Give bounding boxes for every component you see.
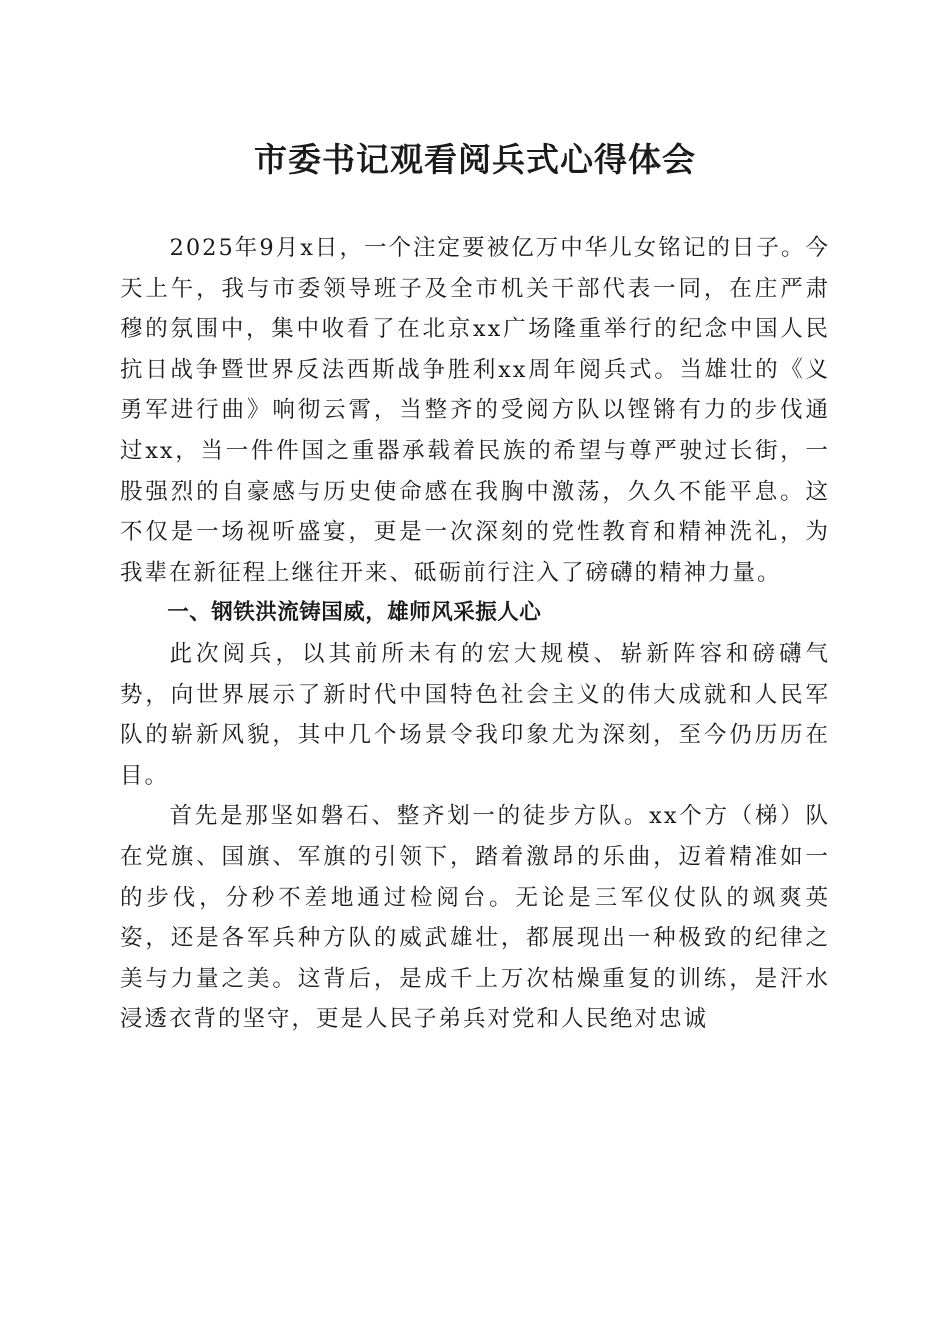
paragraph-section1-first: 首先是那坚如磐石、整齐划一的徒步方队。xx个方（梯）队在党旗、国旗、军旗的引领下，踏着激昂的乐曲，迈着精准如一的步伐，分秒不差地通过检阅台。无论是三军仪仗队的飒爽英姿，还是各军兵种方队的威武雄壮，都展现出一种极致的纪律之美与力量之美。这背后，是成千上万次枯燥重复的训练，是汗水浸透衣背的坚守，更是人民子弟兵对党和人民绝对忠诚	[120, 803, 830, 1033]
paragraph-intro: 2025年9月x日，一个注定要被亿万中华儿女铭记的日子。今天上午，我与市委领导班子及全市机关干部代表一同，在庄严肃穆的氛围中，集中收看了在北京xx广场隆重举行的纪念中国人民抗日战争暨世界反法西斯战争胜利xx周年阅兵式。当雄壮的《义勇军进行曲》响彻云霄，当整齐的受阅方队以铿锵有力的步伐通过xx，当一件件国之重器承载着民族的希望与尊严驶过长街，一股强烈的自豪感与历史使命感在我胸中激荡，久久不能平息。这不仅是一场视听盛宴，更是一次深刻的党性教育和精神洗礼，为我辈在新征程上继往开来、砥砺前行注入了磅礴的精神力量。	[120, 235, 830, 586]
document-title: 市委书记观看阅兵式心得体会	[254, 140, 696, 179]
paragraph-section1-intro: 此次阅兵，以其前所未有的宏大规模、崭新阵容和磅礴气势，向世界展示了新时代中国特色社会主义的伟大成就和人民军队的崭新风貌，其中几个场景令我印象尤为深刻，至今仍历历在目。	[120, 640, 830, 789]
section-heading-1: 一、钢铁洪流铸国威，雄师风采振人心	[167, 600, 542, 626]
document-body	[120, 228, 830, 1040]
